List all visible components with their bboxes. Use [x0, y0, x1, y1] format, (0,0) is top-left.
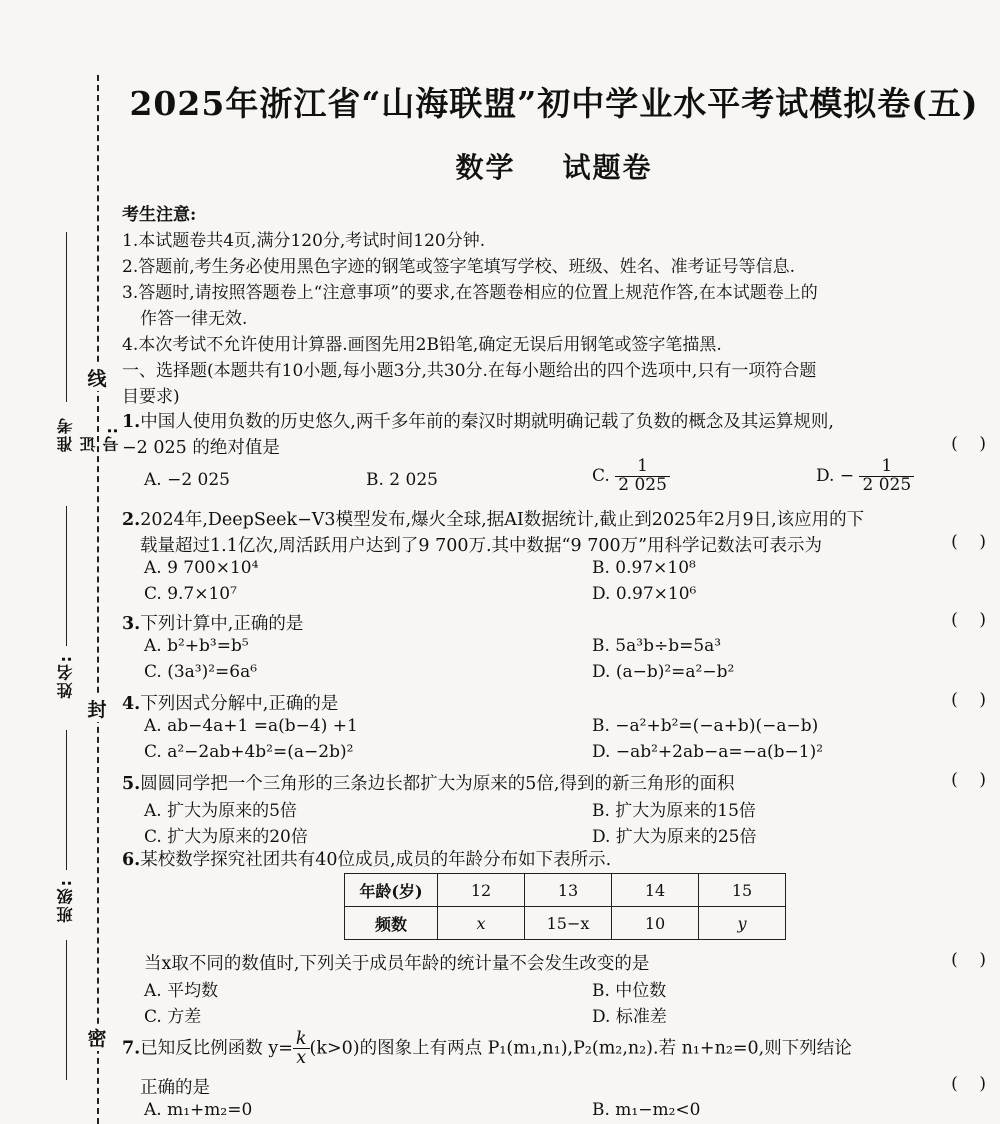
question-number: 6.: [122, 850, 141, 870]
class-line-lower: [66, 940, 67, 1080]
q1-option-c: [592, 458, 670, 495]
question-number: 4.: [122, 694, 141, 714]
table-row: [345, 907, 786, 940]
q4-option-d: D. −ab²+2ab−a=−a(b−1)²: [592, 742, 824, 762]
class-label: 班级:: [56, 878, 75, 923]
class-field: [50, 730, 90, 950]
note-3: 3.答题时,请按照答题卷上“注意事项”的要求,在答题卷相应的位置上规范作答,在本试题卷上的: [122, 283, 818, 303]
question-2-cont: 载量超过1.1亿次,周活跃用户达到了9 700万.其中数据“9 700万”用科学记数法可表示为: [140, 536, 823, 556]
name-line: [66, 506, 67, 646]
question-text: 下列计算中,正确的是: [140, 614, 304, 634]
numerator: 1: [859, 458, 914, 477]
question-5: [122, 770, 734, 795]
note-2: 2.答题前,考生务必使用黑色字迹的钢笔或签字笔填写学校、班级、姓名、准考证号等信息.: [122, 257, 796, 277]
question-number: 2.: [122, 510, 141, 530]
table-cell: 12: [438, 874, 525, 907]
table-cell: 14: [612, 874, 699, 907]
question-1-cont: −2 025 的绝对值是: [122, 438, 280, 458]
q3-option-d: D. (a−b)²=a²−b²: [592, 662, 735, 682]
note-4: 4.本次考试不允许使用计算器.画图先用2B铅笔,确定无误后用钢笔或签字笔描黑.: [122, 335, 722, 355]
q3-option-c: C. (3a³)²=6a⁶: [144, 662, 258, 682]
numerator: 1: [615, 458, 670, 477]
q4-option-b: B. −a²+b²=(−a+b)(−a−b): [592, 716, 819, 736]
note-3-cont: 作答一律无效.: [140, 309, 248, 329]
table-cell: 频数: [345, 907, 438, 940]
option-label: C.: [592, 465, 610, 486]
answer-bracket: ( ): [951, 610, 986, 630]
question-2: [122, 506, 864, 531]
q1-option-d: [816, 458, 914, 495]
question-6: [122, 846, 611, 871]
question-number: 3.: [122, 614, 141, 634]
question-text: 已知反比例函数 y=: [140, 1038, 293, 1059]
seal-dashed-line: [97, 75, 99, 1124]
answer-bracket: ( ): [951, 434, 986, 454]
option-label: D. −: [816, 465, 855, 486]
answer-bracket: ( ): [951, 690, 986, 710]
denominator: 2 025: [618, 474, 667, 495]
question-number: 1.: [122, 412, 141, 432]
class-line: [66, 730, 67, 870]
q3-option-b: B. 5a³b÷b=5a³: [592, 636, 722, 656]
q5-option-d: D. 扩大为原来的25倍: [592, 827, 757, 847]
name-field: [50, 506, 90, 726]
denominator: x: [296, 1048, 307, 1069]
notes-heading: 考生注意:: [122, 205, 197, 225]
question-number: 5.: [122, 774, 141, 794]
q3-option-a: A. b²+b³=b⁵: [144, 636, 249, 656]
table-row: [345, 874, 786, 907]
answer-bracket: ( ): [951, 770, 986, 790]
q5-option-c: C. 扩大为原来的20倍: [144, 827, 308, 847]
age-frequency-table: [344, 873, 786, 940]
question-4: [122, 690, 338, 715]
fraction: [293, 1030, 310, 1068]
q4-option-a: A. ab−4a+1 =a(b−4) +1: [144, 716, 358, 736]
table-cell: 15: [699, 874, 786, 907]
q7-option-b: B. m₁−m₂<0: [592, 1100, 701, 1120]
exam-title: 2025年浙江省“山海联盟”初中学业水平考试模拟卷(五): [129, 84, 979, 123]
table-cell: x: [438, 907, 525, 940]
q6-option-b: B. 中位数: [592, 981, 667, 1001]
question-text: 中国人使用负数的历史悠久,两千多年前的秦汉时期就明确记载了负数的概念及其运算规则,: [140, 412, 834, 432]
name-label: 姓名:: [56, 654, 75, 699]
margin-word-feng: 封: [86, 695, 108, 722]
question-7-cont: 正确的是: [140, 1078, 210, 1098]
section-heading: 一、选择题(本题共有10小题,每小题3分,共30分.在每小题给出的四个选项中,只有一项符合题: [122, 361, 817, 381]
question-1: [122, 408, 834, 433]
q2-option-c: C. 9.7×10⁷: [144, 584, 237, 604]
table-cell: 年龄(岁): [345, 874, 438, 907]
q7-option-a: A. m₁+m₂=0: [144, 1100, 253, 1120]
question-text-post: (k>0)的图象上有两点 P₁(m₁,n₁),P₂(m₂,n₂).若 n₁+n₂=0,则下列结论: [309, 1038, 852, 1059]
note-1: 1.本试题卷共4页,满分120分,考试时间120分钟.: [122, 231, 486, 251]
margin-word-mi: 密: [86, 1024, 108, 1051]
question-text: 下列因式分解中,正确的是: [140, 694, 339, 714]
exam-subtitle: 数学 试题卷: [455, 151, 653, 184]
table-cell: 15−x: [525, 907, 612, 940]
section-heading-cont: 目要求): [122, 387, 180, 407]
question-3: [122, 610, 303, 635]
answer-bracket: ( ): [951, 950, 986, 970]
table-cell: 13: [525, 874, 612, 907]
table-cell: 10: [612, 907, 699, 940]
binding-margin: [0, 0, 121, 1124]
answer-bracket: ( ): [951, 532, 986, 552]
q6-option-d: D. 标准差: [592, 1007, 667, 1027]
q2-option-d: D. 0.97×10⁶: [592, 584, 697, 604]
answer-bracket: ( ): [951, 1074, 986, 1094]
question-6-cont: 当x取不同的数值时,下列关于成员年龄的统计量不会发生改变的是: [144, 954, 650, 974]
q2-option-b: B. 0.97×10⁸: [592, 558, 696, 578]
exam-number-label: 准考证号:: [56, 416, 121, 452]
numerator: k: [293, 1030, 310, 1049]
q5-option-b: B. 扩大为原来的15倍: [592, 801, 756, 821]
q6-option-c: C. 方差: [144, 1007, 202, 1027]
q1-option-b: B. 2 025: [366, 470, 438, 490]
q5-option-a: A. 扩大为原来的5倍: [144, 801, 297, 821]
q4-option-c: C. a²−2ab+4b²=(a−2b)²: [144, 742, 354, 762]
margin-word-xian: 线: [86, 364, 108, 391]
denominator: 2 025: [862, 474, 912, 495]
q1-option-a: A. −2 025: [144, 470, 230, 490]
exam-number-field: [50, 232, 121, 452]
exam-number-line: [66, 232, 67, 402]
q6-option-a: A. 平均数: [144, 981, 219, 1001]
q2-option-a: A. 9 700×10⁴: [144, 558, 259, 578]
question-number: 7.: [122, 1038, 141, 1059]
fraction: [859, 458, 914, 495]
question-7: [122, 1030, 852, 1068]
fraction: [615, 458, 670, 495]
question-text: 2024年,DeepSeek−V3模型发布,爆火全球,据AI数据统计,截止到2025年2月9日,该应用的下: [140, 510, 865, 530]
question-text: 圆圆同学把一个三角形的三条边长都扩大为原来的5倍,得到的新三角形的面积: [140, 774, 735, 794]
table-cell: y: [699, 907, 786, 940]
question-text: 某校数学探究社团共有40位成员,成员的年龄分布如下表所示.: [140, 850, 612, 870]
